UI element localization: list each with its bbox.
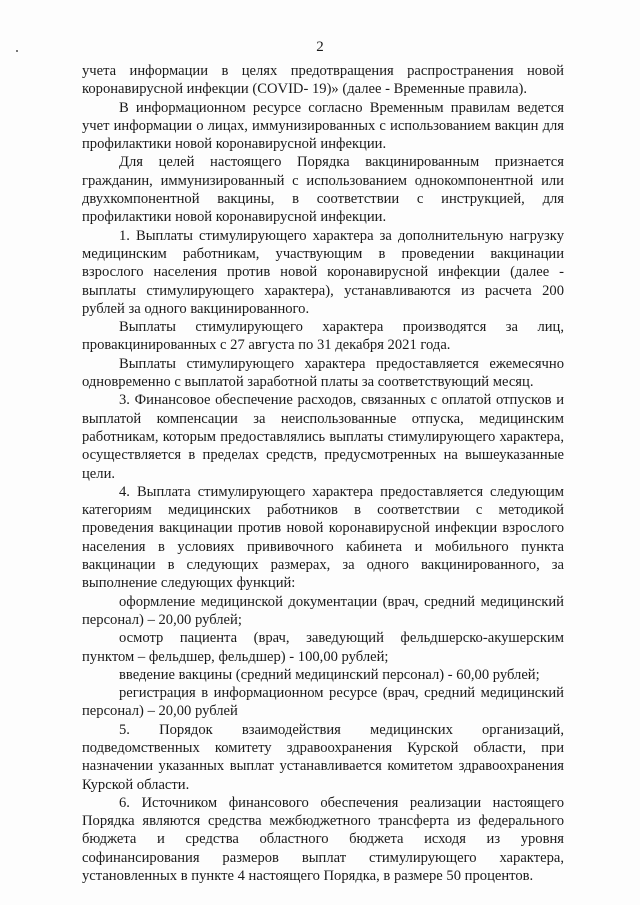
page-number: 2 [316, 39, 324, 55]
list-item-examination: осмотр пациента (врач, заведующий фельдшерско-акушерским пунктом – фельдшер, фельдшер) - 100,00 рублей; [82, 630, 564, 665]
paragraph-payment-period: Выплаты стимулирующего характера производятся за лиц, провакцинированных с 27 августа по 31 декабря 2021 года. [82, 319, 564, 354]
list-item-registration: регистрация в информационном ресурсе (врач, средний медицинский персонал) – 20,00 рублей [82, 685, 564, 720]
paragraph-item-3: 3. Финансовое обеспечение расходов, связанных с оплатой отпусков и выплатой компенсации за неиспользованные отпуска, медицинским работникам, которым предоставлялись выплаты стимулирующего характера, осуществляется в пределах средств, предусмотренных на вышеуказанные цели. [82, 392, 564, 482]
paragraph-information-resource: В информационном ресурсе согласно Временным правилам ведется учет информации о лицах, иммунизированных с использованием вакцин для профилактики новой коронавирусной инфекции. [82, 99, 564, 153]
paragraph-item-5: 5. Порядок взаимодействия медицинских организаций, подведомственных комитету здравоохранения Курской области, при назначении указанных выплат устанавливается комитетом здравоохранения Курской области. [82, 721, 564, 793]
document-body [82, 62, 564, 885]
paragraph-item-4: 4. Выплата стимулирующего характера предоставляется следующим категориям медицинских работников в соответствии с методикой проведения вакцинации против новой коронавирусной инфекции взрослого населения в условиях прививочного кабинета и мобильного пункта вакцинации в следующих размерах, за одного вакцинированного, за выполнение следующих функций: [82, 483, 564, 592]
list-item-documentation: оформление медицинской документации (врач, средний медицинский персонал) – 20,00 рублей; [82, 593, 564, 628]
paragraph-item-6: 6. Источником финансового обеспечения реализации настоящего Порядка являются средства межбюджетного трансферта из федерального бюджета и средства областного бюджета исходя из уровня софинансирования размеров выплат стимулирующего характера, установленных в пункте 4 настоящего Порядка, в размере 50 процентов. [82, 794, 564, 885]
paragraph-vaccinated-definition: Для целей настоящего Порядка вакцинированным признается гражданин, иммунизированный с использованием однокомпонентной или двухкомпонентной вакцины, в соответствии с инструкцией, для профилактики новой коронавирусной инфекции. [82, 154, 564, 226]
paragraph-monthly-payment: Выплаты стимулирующего характера предоставляется ежемесячно одновременно с выплатой заработной платы за соответствующий месяц. [82, 355, 564, 391]
list-item-vaccine-administration: введение вакцины (средний медицинский персонал) - 60,00 рублей; [119, 666, 540, 683]
paragraph-item-1: 1. Выплаты стимулирующего характера за дополнительную нагрузку медицинским работникам, участвующим в проведении вакцинации взрослого населения против новой коронавирусной инфекции (далее - выплаты стимулирующего характера), устанавливаются из расчета 200 рублей за одного вакцинированного. [82, 227, 564, 317]
paragraph-temporary-rules: учета информации в целях предотвращения распространения новой коронавирусной инфекции (COVID- 19)» (далее - Временные правила). [82, 63, 564, 98]
